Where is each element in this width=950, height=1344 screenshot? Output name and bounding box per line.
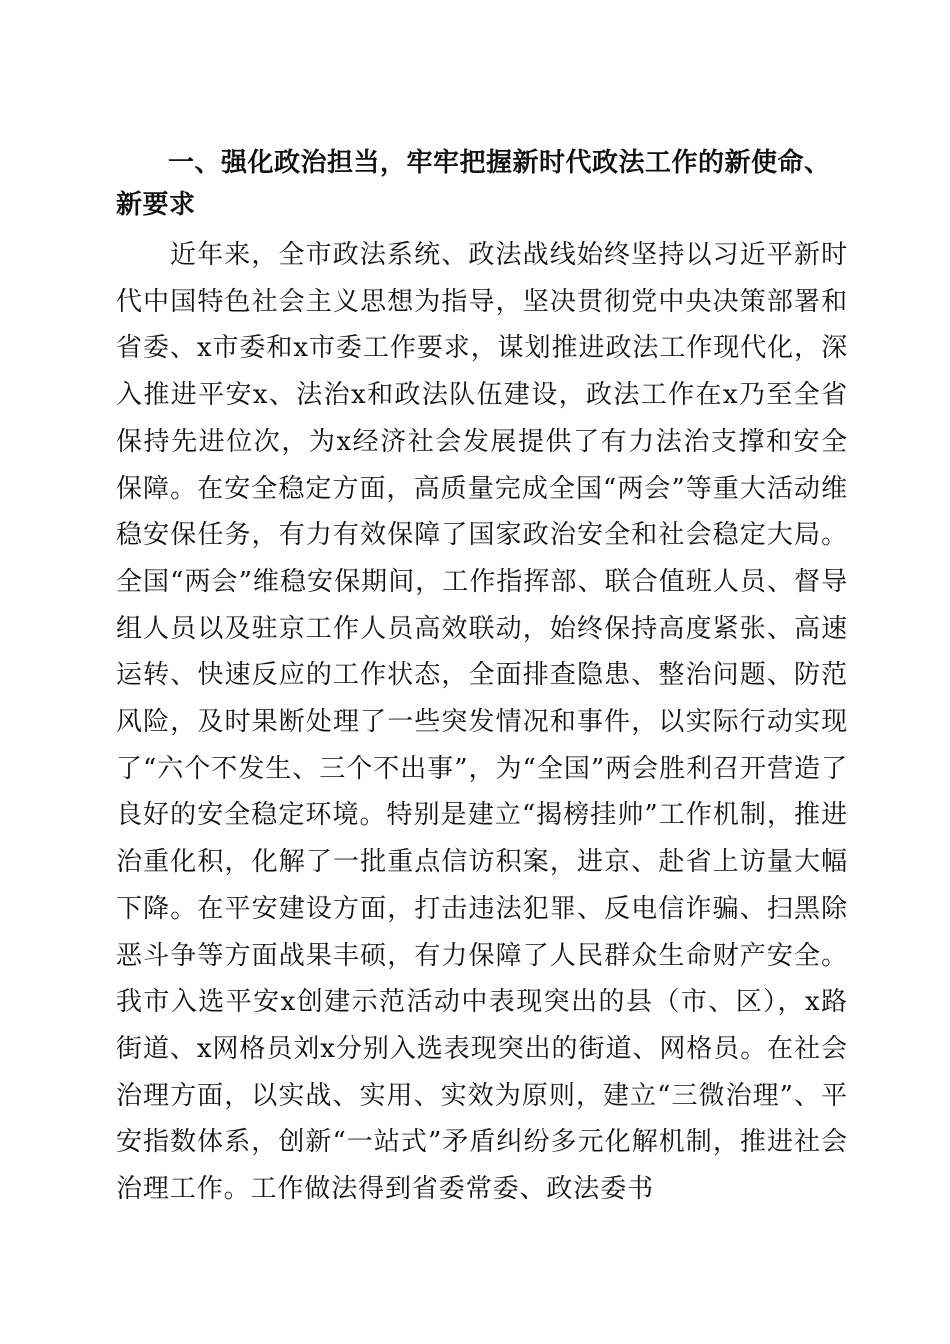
body-paragraph: 近年来，全市政法系统、政法战线始终坚持以习近平新时代中国特色社会主义思想为指导，坚决贯彻党中央决策部署和省委、x市委和x市委工作要求，谋划推进政法工作现代化，深入推进平安x、法治x和政法队伍建设，政法工作在x乃至全省保持先进位次，为x经济社会发展提供了有力法治支撑和安全保障。在安全稳定方面，高质量完成全国“两会”等重大活动维稳安保任务，有力有效保障了国家政治安全和社会稳定大局。全国“两会”维稳安保期间，工作指挥部、联合值班人员、督导组人员以及驻京工作人员高效联动，始终保持高度紧张、高速运转、快速反应的工作状态，全面排查隐患、整治问题、防范风险，及时果断处理了一些突发情况和事件，以实际行动实现了“六个不发生、三个不出事”，为“全国”两会胜利召开营造了良好的安全稳定环境。特别是建立“揭榜挂帅”工作机制，推进治重化积，化解了一批重点信访积案，进京、赴省上访量大幅下降。在平安建设方面，打击违法犯罪、反电信诈骗、扫黑除恶斗争等方面战果丰硕，有力保障了人民群众生命财产安全。我市入选平安x创建示范活动中表现突出的县（市、区），x路街道、x网格员刘x分别入选表现突出的街道、网格员。在社会治理方面，以实战、实用、实效为原则，建立“三微治理”、平安指数体系，创新“一站式”矛盾纠纷多元化解机制，推进社会治理工作。工作做法得到省委常委、政法委书	[116, 240, 848, 1205]
section-heading: 一、强化政治担当，牢牢把握新时代政法工作的新使命、新要求	[116, 148, 831, 220]
